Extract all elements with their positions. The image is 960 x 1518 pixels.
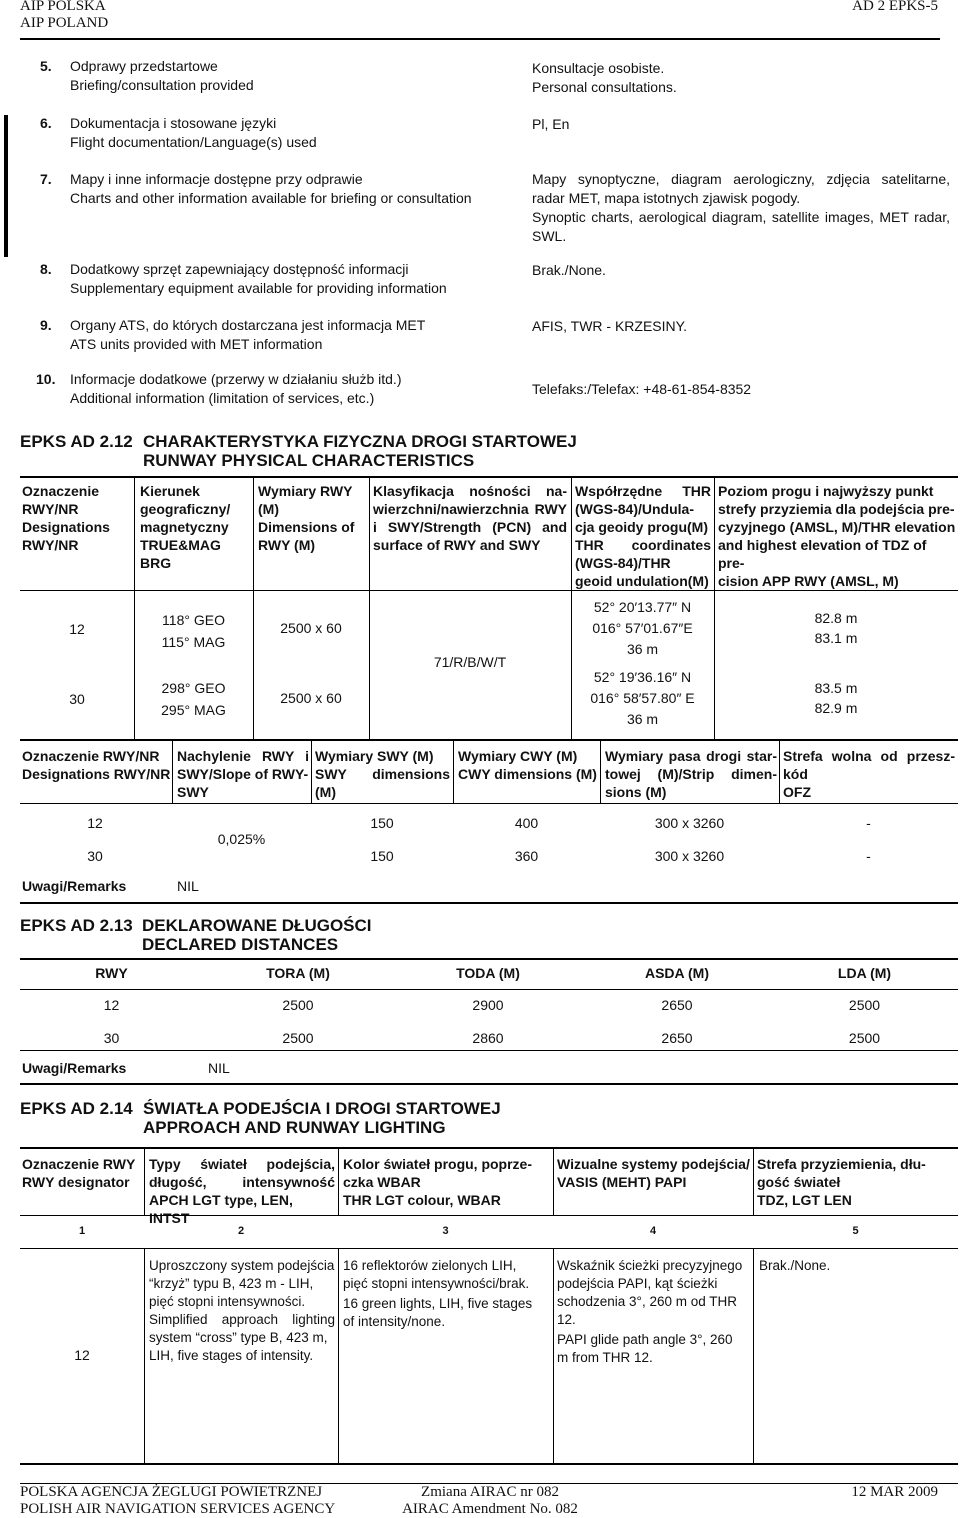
dd-remarks-label: Uwagi/Remarks bbox=[22, 1060, 127, 1076]
t2-remarks-label: Uwagi/Remarks bbox=[22, 878, 127, 894]
al-row12-rwy: 12 bbox=[74, 1347, 90, 1363]
al-row12-apch: Uproszczony system podejścia “krzyż” typu B, 423 m - LIH, pięć stopni intensywności. Simplified approach lighting system “cross” type B, 423 m, LIH, five stages of intensity. bbox=[149, 1258, 335, 1363]
section-2-12-code: EPKS AD 2.12 bbox=[20, 432, 133, 451]
al-header-thr: Kolor świateł progu, poprze- czka WBAR THR LGT colour, WBAR bbox=[343, 1156, 533, 1208]
t1-header-strength: Klasyfikacja nośności na- wierzchni/nawierzchnia RWY i SWY/Strength (PCN) and surface of RWY and SWY bbox=[373, 483, 567, 553]
t1-header-elevation: Poziom progu i najwyższy punkt strefy przyziemia dla podejścia pre- cyzyjnego (AMSL, M)/THR elevation and highest elevation of TDZ of pre- cision APP RWY (AMSL, M) bbox=[718, 483, 956, 589]
dd-remarks-value: NIL bbox=[208, 1060, 230, 1076]
amendment-change-bar bbox=[4, 115, 8, 257]
item-9-label: Organy ATS, do których dostarczana jest informacja MET ATS units provided with MET information bbox=[70, 317, 426, 352]
item-9-number: 9. bbox=[40, 317, 52, 333]
t2-row30-swy: 150 bbox=[370, 848, 394, 864]
t2-row12-cwy: 400 bbox=[514, 815, 539, 831]
header-aip-pl: AIP POLSKA bbox=[20, 0, 106, 14]
t2-row30-strip: 300 x 3260 bbox=[654, 848, 725, 864]
dd-header-rwy: RWY bbox=[95, 965, 128, 981]
item-5-number: 5. bbox=[40, 58, 52, 74]
t2-remarks-value: NIL bbox=[177, 878, 199, 894]
page-header-left bbox=[20, 0, 108, 32]
t2-row12-strip: 300 x 3260 bbox=[654, 815, 725, 831]
al-row12-tdz: Brak./None. bbox=[759, 1258, 831, 1273]
item-7-value: Mapy synoptyczne, diagram aerologiczny, zdjęcia satelitarne, radar MET, mapa istotnych zjawisk pogody. Synoptic charts, aerological diagram, satellite images, MET radar, SWL. bbox=[532, 171, 950, 244]
al-header-tdz: Strefa przyziemienia, dłu- gość świateł TDZ, LGT LEN bbox=[757, 1156, 926, 1208]
t2-header-ofz: Strefa wolna od przesz- kód OFZ bbox=[783, 748, 955, 800]
dd-header-tora: TORA (M) bbox=[266, 965, 330, 981]
t2-row12-rwy: 12 bbox=[87, 815, 103, 831]
item-8-value: Brak./None. bbox=[532, 262, 606, 278]
t1-row12-bearing: 118° GEO 115° MAG bbox=[161, 612, 226, 650]
t1-row12-coordinates: 52° 20′13.77″ N 016° 57′01.67″E 36 m bbox=[592, 599, 693, 657]
al-header-apch: Typy świateł podejścia, długość, intensywność APCH LGT type, LEN, INTST bbox=[149, 1156, 335, 1226]
t2-header-strip: Wymiary pasa drogi star- towej (M)/Strip dimen- sions (M) bbox=[605, 748, 777, 800]
al-header-rwy: Oznaczenie RWY RWY designator bbox=[22, 1156, 136, 1190]
al-header-vasis: Wizualne systemy podejścia/ VASIS (MEHT) PAPI bbox=[557, 1156, 750, 1190]
footer-agency: POLSKA AGENCJA ŻEGLUGI POWIETRZNEJ POLISH AIR NAVIGATION SERVICES AGENCY bbox=[20, 1484, 336, 1517]
t1-row12-dimensions: 2500 x 60 bbox=[280, 620, 342, 636]
dd-row12-rwy: 12 bbox=[103, 997, 120, 1013]
dd-row30-toda: 2860 bbox=[472, 1030, 504, 1046]
dd-row30-tora: 2500 bbox=[282, 1030, 314, 1046]
t2-row30-rwy: 30 bbox=[87, 848, 103, 864]
t1-row30-rwy: 30 bbox=[69, 691, 85, 707]
al-colnum-2: 2 bbox=[237, 1225, 245, 1237]
t2-row12-ofz: - bbox=[866, 815, 871, 831]
dd-header-toda: TODA (M) bbox=[456, 965, 520, 981]
t2-row30-ofz: - bbox=[866, 848, 871, 864]
t1-row30-bearing: 298° GEO 295° MAG bbox=[161, 680, 226, 718]
dd-row12-asda: 2650 bbox=[661, 997, 693, 1013]
t2-header-designation: Oznaczenie RWY/NR Designations RWY/NR bbox=[22, 748, 171, 782]
item-10-value: Telefaks:/Telefax: +48-61-854-8352 bbox=[532, 381, 752, 397]
t1-row12-elevation: 82.8 m 83.1 m bbox=[814, 610, 858, 646]
item-9-value: AFIS, TWR - KRZESINY. bbox=[532, 318, 688, 334]
footer-date: 12 MAR 2009 bbox=[851, 1484, 938, 1500]
page-header-right: AD 2 EPKS-5 bbox=[852, 0, 938, 14]
t1-row12-rwy: 12 bbox=[69, 621, 85, 637]
footer-amendment: Zmiana AIRAC nr 082 AIRAC Amendment No. 082 bbox=[402, 1484, 578, 1517]
t1-header-coordinates: Współrzędne THR (WGS-84)/Undula- cja geoidy progu(M) THR coordinates (WGS-84)/THR geoid undulation(M) bbox=[575, 483, 711, 589]
section-2-13-title: DEKLAROWANE DŁUGOŚCI DECLARED DISTANCES bbox=[142, 916, 372, 954]
t2-header-cwy: Wymiary CWY (M) CWY dimensions (M) bbox=[458, 748, 597, 782]
al-colnum-3: 3 bbox=[442, 1225, 449, 1237]
section-2-14-title: ŚWIATŁA PODEJŚCIA I DROGI STARTOWEJ APPROACH AND RUNWAY LIGHTING bbox=[143, 1099, 501, 1137]
header-rule bbox=[20, 38, 940, 40]
t1-row30-elevation: 83.5 m 82.9 m bbox=[814, 680, 858, 716]
t2-row12-swy: 150 bbox=[370, 815, 394, 831]
item-8-label: Dodatkowy sprzęt zapewniający dostępność informacji Supplementary equipment available for providing information bbox=[70, 261, 447, 296]
section-2-14-code: EPKS AD 2.14 bbox=[20, 1099, 133, 1118]
t2-header-slope: Nachylenie RWY i SWY/Slope of RWY- SWY bbox=[177, 748, 309, 800]
t1-pcn-surface: 71/R/B/W/T bbox=[433, 654, 507, 670]
al-colnum-5: 5 bbox=[852, 1225, 859, 1237]
al-colnum-1: 1 bbox=[78, 1225, 86, 1237]
dd-row30-rwy: 30 bbox=[103, 1030, 120, 1046]
item-10-label: Informacje dodatkowe (przerwy w działaniu służb itd.) Additional information (limitation of services, etc.) bbox=[70, 371, 402, 406]
al-colnum-4: 4 bbox=[649, 1225, 657, 1237]
dd-header-lda: LDA (M) bbox=[837, 965, 892, 981]
dd-row12-toda: 2900 bbox=[472, 997, 504, 1013]
item-8-number: 8. bbox=[40, 261, 52, 277]
section-2-12-title: CHARAKTERYSTYKA FIZYCZNA DROGI STARTOWEJ RUNWAY PHYSICAL CHARACTERISTICS bbox=[143, 432, 577, 470]
t1-header-bearing: Kierunek geograficzny/ magnetyczny TRUE&MAG BRG bbox=[140, 483, 231, 571]
t1-header-dimensions: Wymiary RWY (M) Dimensions of RWY (M) bbox=[258, 483, 355, 553]
al-row12-thr: 16 reflektorów zielonych LIH, pięć stopni intensywności/brak. 16 green lights, LIH, five stages of intensity/none. bbox=[343, 1258, 533, 1329]
t2-header-swy: Wymiary SWY (M) SWY dimensions (M) bbox=[315, 748, 450, 800]
item-5-label: Odprawy przedstartowe Briefing/consultation provided bbox=[70, 58, 254, 93]
t1-row30-dimensions: 2500 x 60 bbox=[280, 690, 342, 706]
dd-row12-tora: 2500 bbox=[282, 997, 314, 1013]
item-6-number: 6. bbox=[40, 115, 52, 131]
dd-row30-asda: 2650 bbox=[661, 1030, 693, 1046]
item-5-value: Konsultacje osobiste. Personal consultations. bbox=[532, 60, 677, 95]
section-2-13-code: EPKS AD 2.13 bbox=[20, 916, 133, 935]
item-6-value: Pl, En bbox=[532, 116, 570, 132]
t2-slope-value: 0,025% bbox=[217, 831, 266, 847]
header-aip-en: AIP POLAND bbox=[20, 15, 109, 31]
dd-header-asda: ASDA (M) bbox=[644, 965, 710, 981]
item-7-label: Mapy i inne informacje dostępne przy odprawie Charts and other information available for briefing or consultation bbox=[70, 171, 472, 206]
t1-row30-coordinates: 52° 19′36.16″ N 016° 58′57.80″ E 36 m bbox=[590, 669, 695, 727]
dd-row30-lda: 2500 bbox=[848, 1030, 881, 1046]
dd-row12-lda: 2500 bbox=[848, 997, 881, 1013]
t1-header-designation: Oznaczenie RWY/NR Designations RWY/NR bbox=[22, 483, 110, 553]
item-7-number: 7. bbox=[40, 171, 52, 187]
t2-row30-cwy: 360 bbox=[514, 848, 539, 864]
item-6-label: Dokumentacja i stosowane języki Flight documentation/Language(s) used bbox=[70, 115, 317, 150]
al-row12-vasis: Wskaźnik ścieżki precyzyjnego podejścia PAPI, kąt ścieżki schodzenia 3°, 260 m od THR 12. PAPI glide path angle 3°, 260 m from THR 12. bbox=[557, 1258, 743, 1365]
item-10-number: 10. bbox=[36, 371, 56, 387]
